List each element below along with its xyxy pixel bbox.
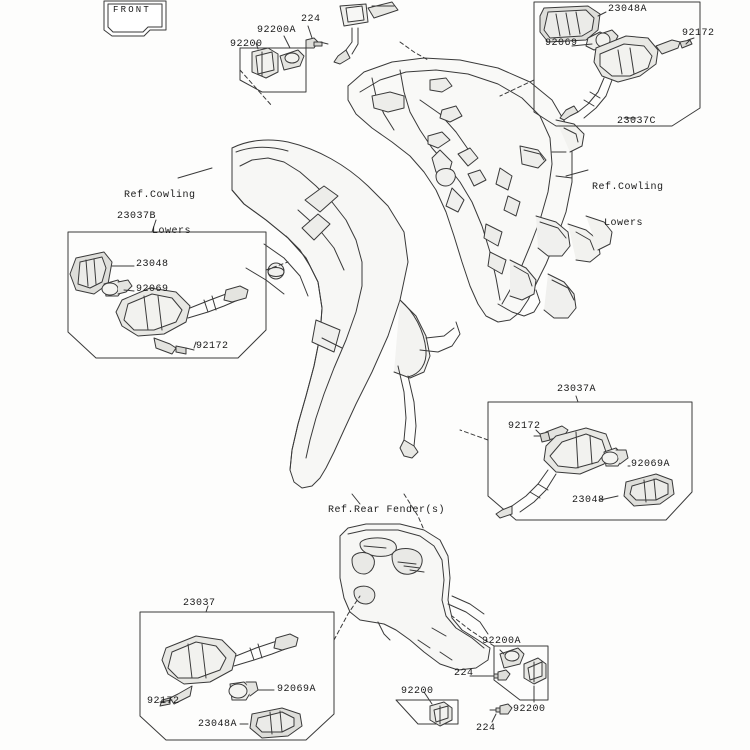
ref-cowling-lowers-right [592,158,664,254]
callout-23048A-bottom: 23048A [198,719,238,730]
callout-92172-bottom: 92172 [147,696,180,707]
callout-224-top: 224 [301,14,321,25]
callout-92172-left: 92172 [196,341,229,352]
callout-23048-left: 23048 [136,259,169,270]
callout-92200-top: 92200 [230,39,263,50]
callout-224-bottom-1: 224 [454,668,474,679]
callout-92200A-bottom: 92200A [482,636,522,647]
ref-line-2: Lowers [604,218,644,229]
ref-line-1: Ref.Rear Fender(s) [328,505,446,516]
callout-23048-right: 23048 [572,495,605,506]
callout-92069-top: 92069 [545,38,578,49]
callout-23037C: 23037C [617,116,657,127]
callout-23048A-top: 23048A [608,4,648,15]
rear-fender-bracket [340,524,490,670]
top-bracket-detail [334,2,398,64]
callout-23037A: 23037A [557,384,597,395]
callout-92200-bottom-1: 92200 [401,686,434,697]
ref-line-1: Ref.Cowling [592,182,664,193]
ref-line-1: Ref.Cowling [124,190,196,201]
ref-line-2: Lowers [152,226,192,237]
callout-23037B: 23037B [117,211,157,222]
callout-224-bottom-2: 224 [476,723,496,734]
callout-92200A-top: 92200A [257,25,297,36]
detail-box-23037C [534,2,700,126]
front-marker [104,0,166,36]
callout-92172-top: 92172 [682,28,715,39]
ref-rear-fender [328,481,445,541]
callout-23037: 23037 [183,598,216,609]
callout-92069-left: 92069 [136,284,169,295]
detail-fasteners-bottom [396,700,458,726]
callout-92069A-right: 92069A [631,459,671,470]
front-marker-label: FRONT [113,5,152,15]
callout-92069A-bottom: 92069A [277,684,317,695]
callout-92172-right: 92172 [508,421,541,432]
callout-92200-bottom-2: 92200 [513,704,546,715]
